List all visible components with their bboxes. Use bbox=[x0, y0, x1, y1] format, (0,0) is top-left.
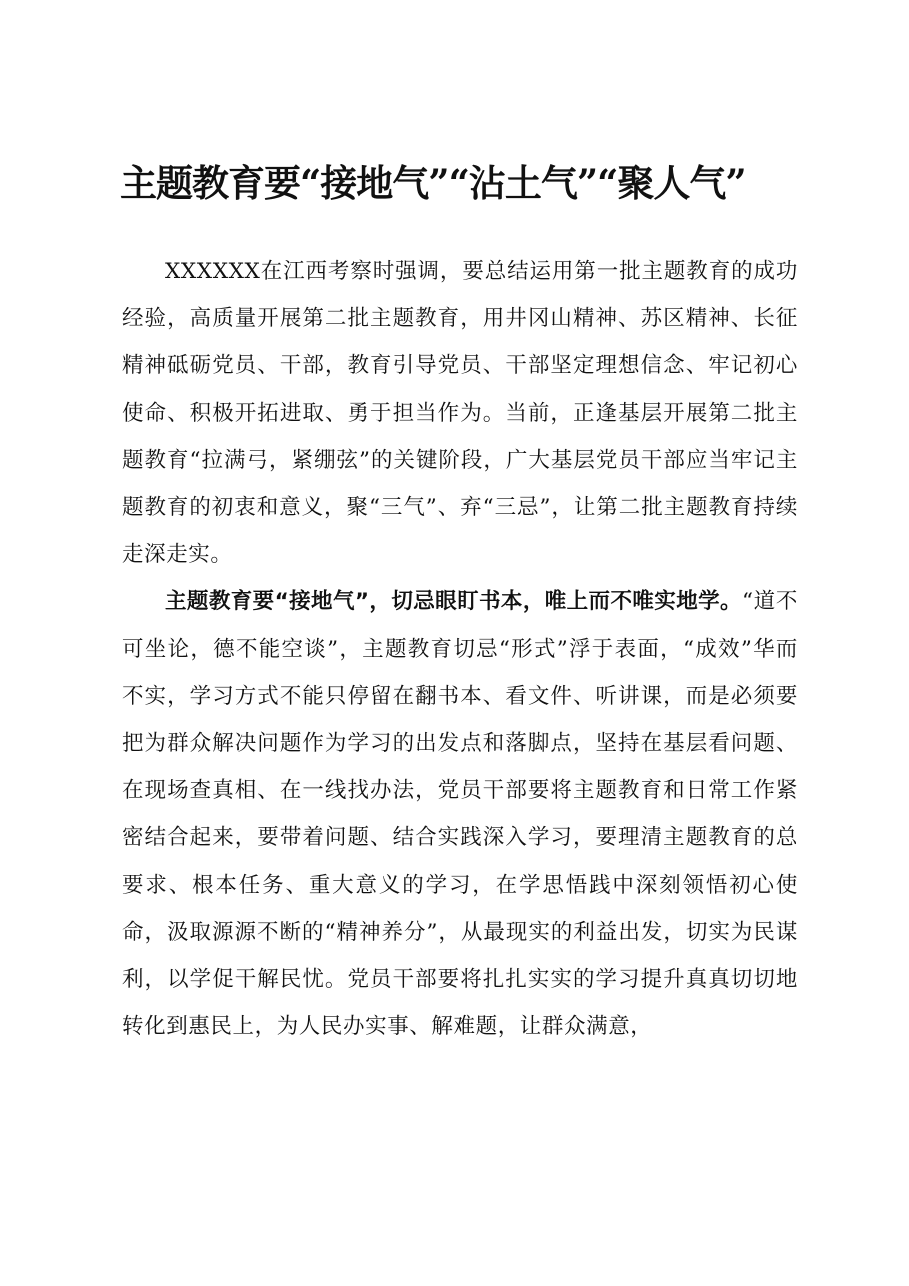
paragraph-text: “道不可坐论，德不能空谈”，主题教育切忌“形式”浮于表面，“成效”华而不实，学习方式不能只停留在翻书本、看文件、听讲课，而是必须要把为群众解决问题作为学习的出发点和落脚点，坚持在基层看问题、在现场查真相、在一线找办法，党员干部要将主题教育和日常工作紧密结合起来，要带着问题、结合实践深入学习，要理清主题教育的总要求、根本任务、重大意义的学习，在学思悟践中深刻领悟初心使命，汲取源源不断的“精神养分”，从最现实的利益出发，切实为民谋利，以学促干解民忧。党员干部要将扎扎实实的学习提升真真切切地转化到惠民上，为人民办实事、解难题，让群众满意， bbox=[122, 589, 798, 1040]
document-body bbox=[122, 248, 798, 1050]
paragraph-section-1 bbox=[122, 578, 798, 1050]
paragraph-lead: 主题教育要“接地气”，切忌眼盯书本，唯上而不唯实地学。 bbox=[165, 589, 742, 615]
document-title: 主题教育要“接地气”“沾土气”“聚人气” bbox=[120, 161, 746, 205]
paragraph-intro bbox=[122, 248, 798, 578]
paragraph-text: XXXXXX在江西考察时强调，要总结运用第一批主题教育的成功经验，高质量开展第二批主题教育，用井冈山精神、苏区精神、长征精神砥砺党员、干部，教育引导党员、干部坚定理想信念、牢记初心使命、积极开拓进取、勇于担当作为。当前，正逢基层开展第二批主题教育“拉满弓，紧绷弦”的关键阶段，广大基层党员干部应当牢记主题教育的初衷和意义，聚“三气”、弃“三忌”，让第二批主题教育持续走深走实。 bbox=[122, 259, 798, 568]
